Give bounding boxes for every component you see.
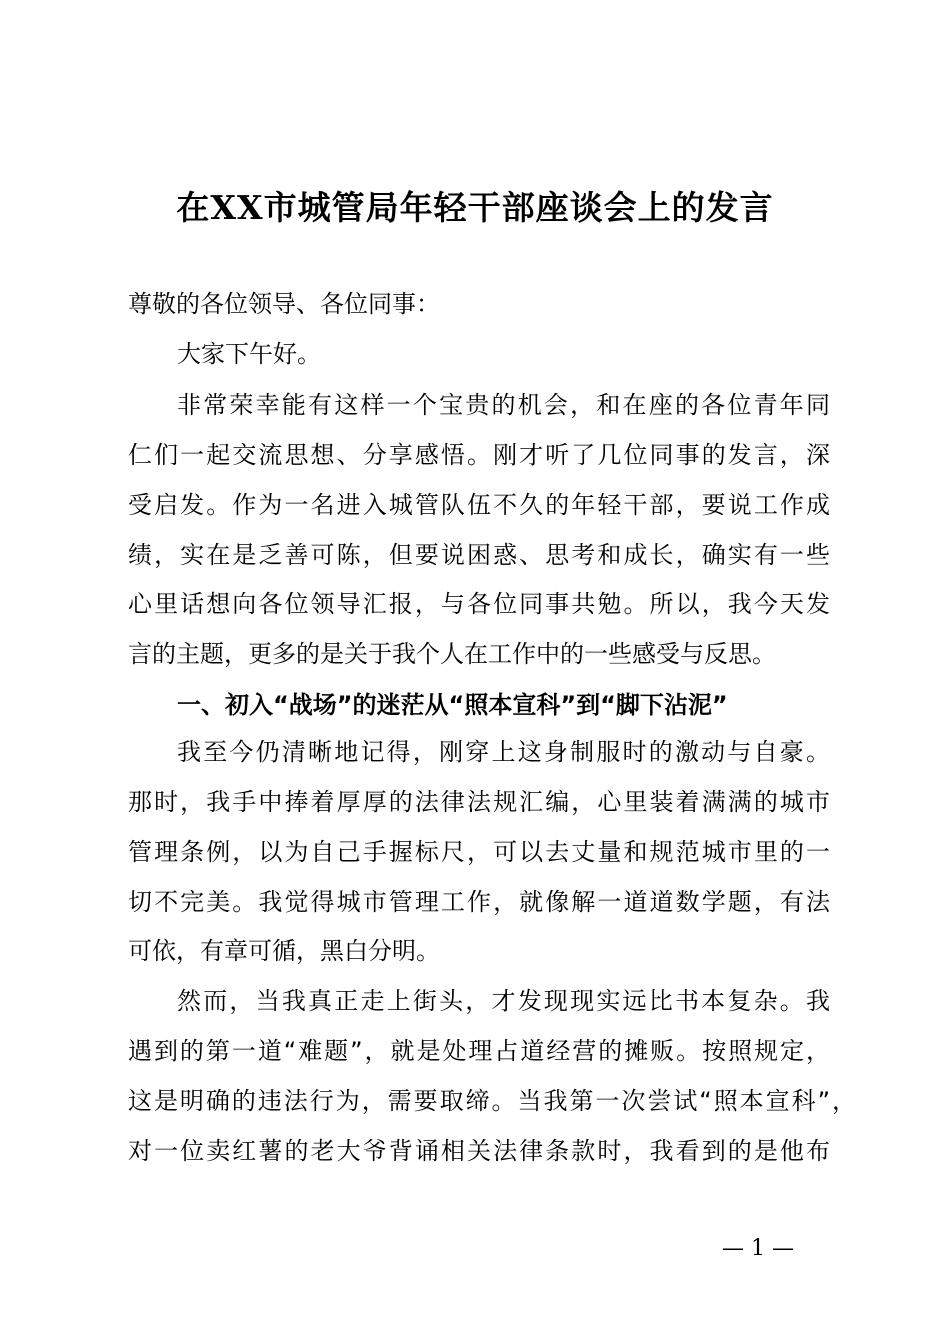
text-line: 绩，实在是乏善可陈，但要说困惑、思考和成长，确实有一些 bbox=[128, 541, 830, 569]
text-line: 可依，有章可循，黑白分明。 bbox=[128, 937, 440, 965]
text-line: 这是明确的违法行为，需要取缔。当我第一次尝试“照本宣科”， bbox=[128, 1087, 856, 1115]
text-line: 大家下午好。 bbox=[177, 340, 321, 368]
text-line: 遇到的第一道“难题”，就是处理占道经营的摊贩。按照规定， bbox=[128, 1037, 830, 1065]
text-line: 尊敬的各位领导、各位同事： bbox=[128, 290, 440, 318]
page-number: — 1 — bbox=[722, 1236, 794, 1261]
text-line: 管理条例，以为自己手握标尺，可以去丈量和规范城市里的一 bbox=[128, 838, 830, 866]
text-line: 言的主题，更多的是关于我个人在工作中的一些感受与反思。 bbox=[128, 640, 776, 668]
text-line: 仁们一起交流思想、分享感悟。刚才听了几位同事的发言，深 bbox=[128, 441, 830, 469]
text-line: 然而，当我真正走上街头，才发现现实远比书本复杂。我 bbox=[177, 987, 830, 1015]
text-line: 心里话想向各位领导汇报，与各位同事共勉。所以，我今天发 bbox=[128, 590, 830, 618]
document-title: 在XX市城管局年轻干部座谈会上的发言 bbox=[176, 188, 774, 227]
text-line: 切不完美。我觉得城市管理工作，就像解一道道数学题，有法 bbox=[128, 888, 830, 916]
section-heading: 一、初入“战场”的迷茫从“照本宣科”到“脚下沾泥” bbox=[177, 691, 728, 719]
text-line: 那时，我手中捧着厚厚的法律法规汇编，心里装着满满的城市 bbox=[128, 788, 830, 816]
text-line: 我至今仍清晰地记得，刚穿上这身制服时的激动与自豪。 bbox=[177, 738, 830, 766]
text-line: 对一位卖红薯的老大爷背诵相关法律条款时，我看到的是他布 bbox=[128, 1137, 830, 1165]
text-line: 受启发。作为一名进入城管队伍不久的年轻干部，要说工作成 bbox=[128, 491, 830, 519]
text-line: 非常荣幸能有这样一个宝贵的机会，和在座的各位青年同 bbox=[177, 391, 830, 419]
